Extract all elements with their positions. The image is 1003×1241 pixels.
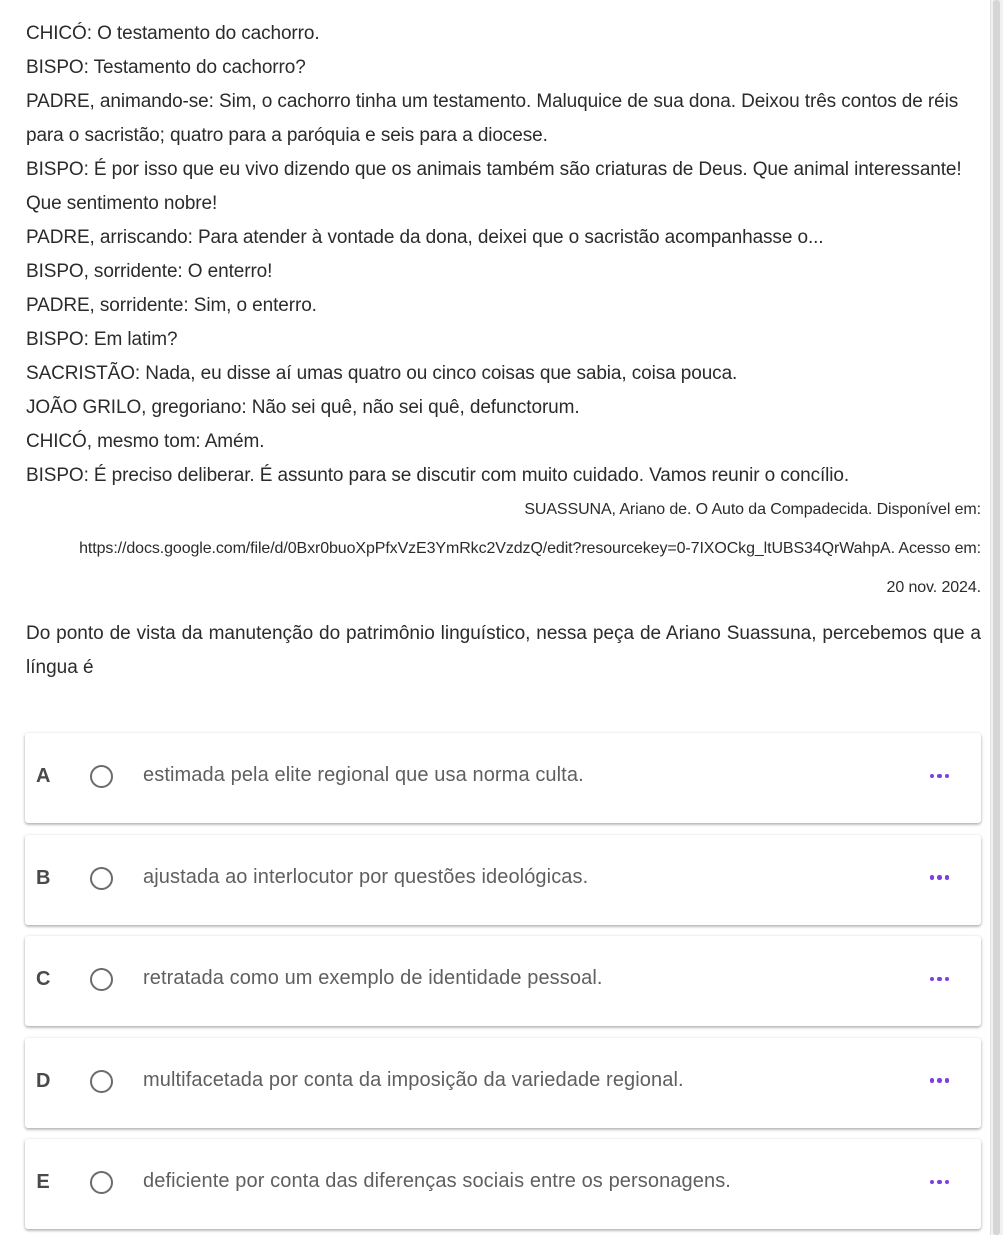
dialogue-line: JOÃO GRILO, gregoriano: Não sei quê, não sei quê, defunctorum. — [26, 397, 580, 418]
option-text: estimada pela elite regional que usa norma culta. — [143, 764, 584, 786]
radio-unselected-icon[interactable] — [90, 968, 113, 991]
question-content — [26, 0, 981, 685]
scrollbar-thumb[interactable] — [993, 0, 1000, 1235]
option-d[interactable] — [25, 1038, 981, 1128]
dialogue-line: PADRE, arriscando: Para atender à vontade da dona, deixei que o sacristão acompanhasse o... — [26, 227, 824, 248]
option-letter: D — [36, 1069, 51, 1092]
option-c[interactable] — [25, 936, 981, 1026]
citation — [26, 490, 981, 607]
option-letter: C — [36, 968, 51, 990]
more-horizontal-icon[interactable] — [930, 968, 950, 990]
dialogue-line: BISPO: Testamento do cachorro? — [26, 57, 306, 78]
question-stem: Do ponto de vista da manutenção do patrimônio linguístico, nessa peça de Ariano Suassuna, percebemos que a língua é — [26, 623, 981, 678]
dialogue-line: BISPO: Em latim? — [26, 329, 178, 350]
option-text: multifacetada por conta da imposição da variedade regional. — [143, 1068, 684, 1091]
citation-date: 20 nov. 2024. — [886, 579, 981, 596]
option-a[interactable] — [25, 733, 981, 823]
dialogue-line: BISPO: É por isso que eu vivo dizendo que os animais também são criaturas de Deus. Que animal interessante! Que sentimento nobre! — [26, 159, 962, 214]
more-horizontal-icon[interactable] — [930, 867, 950, 889]
radio-unselected-icon[interactable] — [90, 1171, 113, 1194]
dialogue-line: BISPO: É preciso deliberar. É assunto para se discutir com muito cuidado. Vamos reunir o concílio. — [26, 465, 850, 486]
radio-unselected-icon[interactable] — [90, 765, 113, 788]
more-horizontal-icon[interactable] — [930, 1171, 950, 1193]
option-letter: B — [36, 866, 51, 889]
scrollbar[interactable] — [990, 0, 1003, 1235]
option-letter: E — [36, 1171, 50, 1193]
dialogue-line: CHICÓ, mesmo tom: Amém. — [26, 431, 265, 452]
citation-line: SUASSUNA, Ariano de. O Auto da Compadecida. Disponível em: — [524, 501, 981, 518]
answer-options — [25, 733, 981, 1241]
option-text: retratada como um exemplo de identidade pessoal. — [143, 967, 603, 989]
citation-url: https://docs.google.com/file/d/0Bxr0buoXpPfxVzE3YmRkc2VzdzQ/edit?resourcekey=0-7IXOCkg_ltUBS34QrWahpA. Acesso em: — [79, 540, 981, 557]
option-text: deficiente por conta das diferenças sociais entre os personagens. — [143, 1170, 731, 1192]
dialogue-line: CHICÓ: O testamento do cachorro. — [26, 23, 320, 44]
dialogue-line: PADRE, animando-se: Sim, o cachorro tinha um testamento. Maluquice de sua dona. Deixou três contos de réis para o sacristão; quatro para a paróquia e seis para a diocese. — [26, 91, 959, 146]
dialogue-line: BISPO, sorridente: O enterro! — [26, 261, 273, 282]
radio-unselected-icon[interactable] — [90, 1070, 113, 1093]
option-text: ajustada ao interlocutor por questões ideológicas. — [143, 865, 589, 888]
dialogue-line: PADRE, sorridente: Sim, o enterro. — [26, 295, 317, 316]
dialogue-line: SACRISTÃO: Nada, eu disse aí umas quatro ou cinco coisas que sabia, coisa pouca. — [26, 363, 738, 384]
radio-unselected-icon[interactable] — [90, 867, 113, 890]
option-letter: A — [36, 765, 51, 787]
more-horizontal-icon[interactable] — [930, 765, 950, 787]
option-b[interactable] — [25, 835, 981, 925]
option-e[interactable] — [25, 1139, 981, 1229]
more-horizontal-icon[interactable] — [930, 1070, 950, 1092]
